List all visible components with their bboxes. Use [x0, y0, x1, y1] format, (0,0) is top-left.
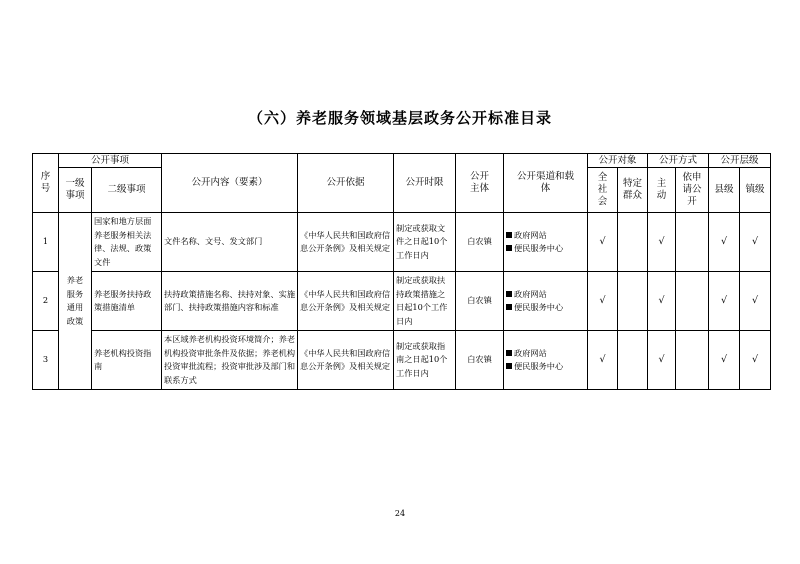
header-level2: 二级事项: [92, 168, 162, 213]
row-active: √: [648, 213, 676, 272]
header-town: 镇级: [740, 168, 771, 213]
header-channel-text: 公开渠道和载体: [517, 171, 575, 194]
header-on-request-text: 依申请公开: [682, 172, 702, 207]
channel-item: [506, 360, 585, 374]
header-active: [648, 168, 676, 213]
header-items-group: 公开事项: [59, 154, 162, 168]
row-content: 本区域养老机构投资环境简介；养老机构投资审批条件及依据；养老机构投资审批流程；投资审批涉及部门和联系方式: [162, 331, 298, 390]
channel-item: [506, 288, 585, 302]
page-title: （六）养老服务领域基层政务公开标准目录: [247, 109, 552, 127]
header-seq: [33, 154, 59, 213]
channel-text: 便民服务中心: [514, 243, 564, 253]
channel-text: 便民服务中心: [514, 361, 564, 371]
row-whole-society: √: [588, 213, 618, 272]
table-row: [33, 331, 771, 390]
header-specific-groups: [618, 168, 648, 213]
row-time: 制定或获取扶持政策措施之日起10个工作日内: [394, 272, 456, 331]
header-basis: 公开依据: [298, 154, 394, 213]
header-seq-text: 序号: [40, 171, 51, 194]
header-content: 公开内容（要素）: [162, 154, 298, 213]
row-basis: 《中华人民共和国政府信息公开条例》及相关规定: [298, 331, 394, 390]
table-row: [33, 213, 771, 272]
channel-item: [506, 347, 585, 361]
row-subject: 白农镇: [456, 331, 504, 390]
header-subject-text: 公开主体: [470, 171, 490, 194]
table-row: [33, 272, 771, 331]
header-row-1: [33, 154, 771, 168]
row-content: 文件名称、文号、发文部门: [162, 213, 298, 272]
row-basis: 《中华人民共和国政府信息公开条例》及相关规定: [298, 272, 394, 331]
row-channel: [504, 331, 588, 390]
square-bullet-icon: [506, 232, 512, 238]
channel-text: 便民服务中心: [514, 302, 564, 312]
square-bullet-icon: [506, 363, 512, 369]
row-town: √: [740, 331, 771, 390]
header-county: 县级: [709, 168, 740, 213]
row-level2: 国家和地方层面养老服务相关法律、法规、政策文件: [92, 213, 162, 272]
row-whole-society: √: [588, 331, 618, 390]
header-subject: [456, 154, 504, 213]
level1-item: [59, 213, 92, 390]
row-content: 扶持政策措施名称、扶持对象、实施部门、扶持政策措施内容和标准: [162, 272, 298, 331]
row-channel: [504, 213, 588, 272]
header-level-group: 公开层级: [709, 154, 771, 168]
page-number: 24: [394, 509, 406, 518]
row-basis: 《中华人民共和国政府信息公开条例》及相关规定: [298, 213, 394, 272]
row-town: √: [740, 272, 771, 331]
channel-item: [506, 229, 585, 243]
row-town: √: [740, 213, 771, 272]
square-bullet-icon: [506, 291, 512, 297]
row-on-request: [676, 331, 709, 390]
row-seq: 1: [33, 213, 59, 272]
header-specific-groups-text: 特定群众: [623, 178, 643, 201]
row-subject: 白农镇: [456, 272, 504, 331]
header-on-request: [676, 168, 709, 213]
header-level1: [59, 168, 92, 213]
channel-text: 政府网站: [514, 229, 547, 240]
channel-text: 政府网站: [514, 347, 547, 358]
row-county: √: [709, 331, 740, 390]
channel-text: 政府网站: [514, 288, 547, 299]
header-level1-text: 一级事项: [65, 178, 85, 201]
row-time: 制定或获取文件之日起10个工作日内: [394, 213, 456, 272]
header-channel: [504, 154, 588, 213]
square-bullet-icon: [506, 304, 512, 310]
header-method-group: 公开方式: [648, 154, 709, 168]
catalog-table: [32, 153, 771, 390]
row-specific-groups: [618, 213, 648, 272]
header-whole-society: [588, 168, 618, 213]
row-active: √: [648, 331, 676, 390]
row-active: √: [648, 272, 676, 331]
row-specific-groups: [618, 331, 648, 390]
level1-item-text: 养老服务通用政策: [66, 275, 84, 326]
row-subject: 白农镇: [456, 213, 504, 272]
row-whole-society: √: [588, 272, 618, 331]
square-bullet-icon: [506, 350, 512, 356]
channel-item: [506, 301, 585, 315]
row-county: √: [709, 272, 740, 331]
square-bullet-icon: [506, 245, 512, 251]
row-seq: 2: [33, 272, 59, 331]
row-level2: 养老服务扶持政策措施清单: [92, 272, 162, 331]
channel-item: [506, 242, 585, 256]
row-county: √: [709, 213, 740, 272]
row-level2: 养老机构投资指南: [92, 331, 162, 390]
header-time: 公开时限: [394, 154, 456, 213]
header-target-group: 公开对象: [588, 154, 648, 168]
header-active-text: 主动: [656, 178, 667, 201]
row-time: 制定或获取指南之日起10个工作日内: [394, 331, 456, 390]
row-specific-groups: [618, 272, 648, 331]
row-seq: 3: [33, 331, 59, 390]
row-on-request: [676, 213, 709, 272]
header-whole-society-text: 全社会: [597, 172, 608, 207]
row-on-request: [676, 272, 709, 331]
row-channel: [504, 272, 588, 331]
